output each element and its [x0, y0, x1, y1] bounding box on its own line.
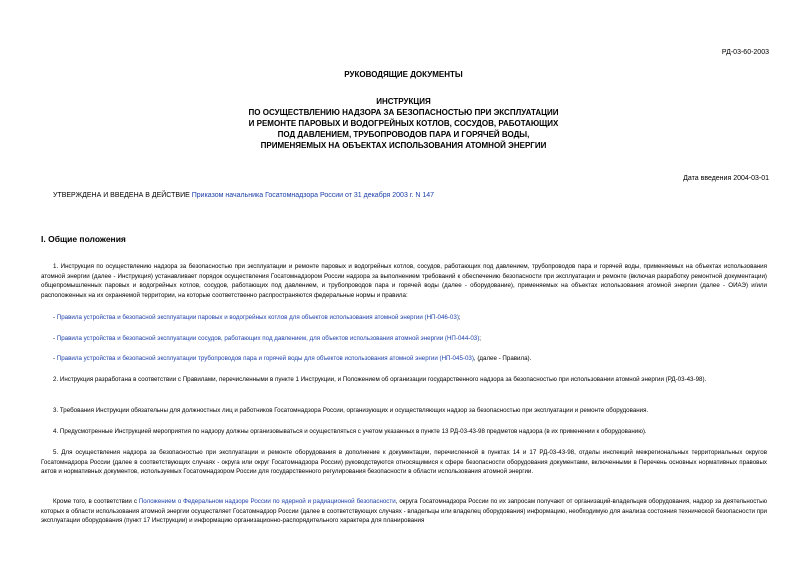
title-line: ПРИМЕНЯЕМЫХ НА ОБЪЕКТАХ ИСПОЛЬЗОВАНИЯ АТОМНОЙ ЭНЕРГИИ: [260, 141, 547, 150]
rules-link-np-045[interactable]: Правила устройства и безопасной эксплуатации трубопроводов пара и горячей воды для объектов использования атомной энергии (НП-045-03): [56, 355, 474, 362]
introduction-date: Дата введения 2004-03-01: [683, 175, 769, 182]
title-line: И РЕМОНТЕ ПАРОВЫХ И ВОДОГРЕЙНЫХ КОТЛОВ, СОСУДОВ, РАБОТАЮЩИХ: [248, 119, 559, 128]
rules-link-np-044[interactable]: Правила устройства и безопасной эксплуатации сосудов, работающих под давлением, для объектов использования атомной энергии (НП-044-03): [56, 335, 480, 342]
paragraph-3: 3. Требования Инструкции обязательны для должностных лиц и работников Госатомнадзора России, организующих и осуществляющих надзор за безопасностью при эксплуатации и ремонте оборудования.: [53, 407, 649, 414]
paragraph-1: [41, 262, 767, 300]
paragraph-text: 1. Инструкция по осуществлению надзора за безопасностью при эксплуатации и ремонте паровых и водогрейных котлов, сосудов, работающих под давлением, трубопроводов пара и горячей воды, применяемых на объектах использования атомной энергии (далее - Инструкция) устанавливает порядок осуществления Госатомнадзором России надзора за выполнением требований к обеспечению безопасности при эксплуатации и ремонте (включая разработку ремонтной документации) общепромышленных паровых и водогрейных котлов, сосудов, работающих под давлением, и трубопроводов пара и горячей воды (далее - оборудование), применяемых на объектах использования атомной энергии (далее - ОИАЭ) и/или расположенных на их охраняемой территории, на которые соответственно распространяются федеральные нормы и правила:: [41, 263, 767, 299]
title-line: ИНСТРУКЦИЯ: [376, 97, 431, 106]
paragraph-2: 2. Инструкция разработана в соответствии с Правилами, перечисленными в пункте 1 Инструкции, и Положением об организации государственного надзора за безопасностью при использовании атомной энергии (РД-03-43-98).: [53, 376, 707, 383]
title-line: ПО ОСУЩЕСТВЛЕНИЮ НАДЗОРА ЗА БЕЗОПАСНОСТЬЮ ПРИ ЭКСПЛУАТАЦИИ: [248, 108, 559, 117]
order-link[interactable]: Приказом начальника Госатомнадзора России от 31 декабря 2003 г. N 147: [191, 192, 435, 199]
document-title: [0, 96, 807, 151]
approval-line: [53, 192, 434, 199]
paragraph-5: 5. Для осуществления надзора за безопасностью при эксплуатации и ремонте оборудования в дополнение к документации, перечисленной в пунктах 14 и 17 РД-03-43-98, отделы инспекций межрегиональных территориальных округов Госатомнадзора России (далее в соответствующих случаях - округа или округ Госатомнадзора России) руководствуются относящимися к сфере безопасности оборудования документами, включенными в Перечень основных нормативных правовых актов и нормативных документов, используемых Госатомнадзором России для государственного регулирования безопасности в области использования атомной энергии.: [41, 449, 767, 475]
regulation-link[interactable]: Положением о Федеральном надзоре России по ядерной и радиационной безопасности: [138, 498, 396, 505]
rules-link-np-046[interactable]: Правила устройства и безопасной эксплуатации паровых и водогрейных котлов для объектов использования атомной энергии (НП-046-03): [56, 314, 459, 321]
list-item: - Правила устройства и безопасной эксплуатации сосудов, работающих под давлением, для объектов использования атомной энергии (НП-044-03);: [53, 335, 481, 342]
document-type-heading: РУКОВОДЯЩИЕ ДОКУМЕНТЫ: [344, 70, 463, 79]
title-line: ПОД ДАВЛЕНИЕМ, ТРУБОПРОВОДОВ ПАРА И ГОРЯЧЕЙ ВОДЫ,: [277, 130, 530, 139]
list-item: - Правила устройства и безопасной эксплуатации паровых и водогрейных котлов для объектов использования атомной энергии (НП-046-03);: [53, 314, 461, 321]
paragraph-6: Кроме того, в соответствии с Положением о Федеральном надзоре России по ядерной и радиационной безопасности, округа Госатомнадзора России по их запросам получают от организаций-владельцев оборудования, надзор за деятельностью которых в области использования атомной энергии осуществляет Госатомнадзор России (далее в соответствующих случаях - владельцы или владелец оборудования) информацию, необходимую для анализа состояния технической безопасности при эксплуатации оборудования (пункт 17 Инструкции) и информацию организационно-распорядительного характера для планирования: [41, 498, 768, 524]
section-heading: I. Общие положения: [41, 234, 126, 244]
approval-text: УТВЕРЖДЕНА И ВВЕДЕНА В ДЕЙСТВИЕ: [53, 192, 192, 199]
list-item: - Правила устройства и безопасной эксплуатации трубопроводов пара и горячей воды для объектов использования атомной энергии (НП-045-03), (далее - Правила).: [53, 355, 532, 362]
paragraph-4: 4. Предусмотренные Инструкцией мероприятия по надзору должны организовываться и осуществляться с учетом указанных в пункте 13 РД-03-43-98 предметов надзора (в их применении к оборудованию).: [53, 428, 647, 435]
document-number: РД-03-60-2003: [721, 49, 769, 56]
